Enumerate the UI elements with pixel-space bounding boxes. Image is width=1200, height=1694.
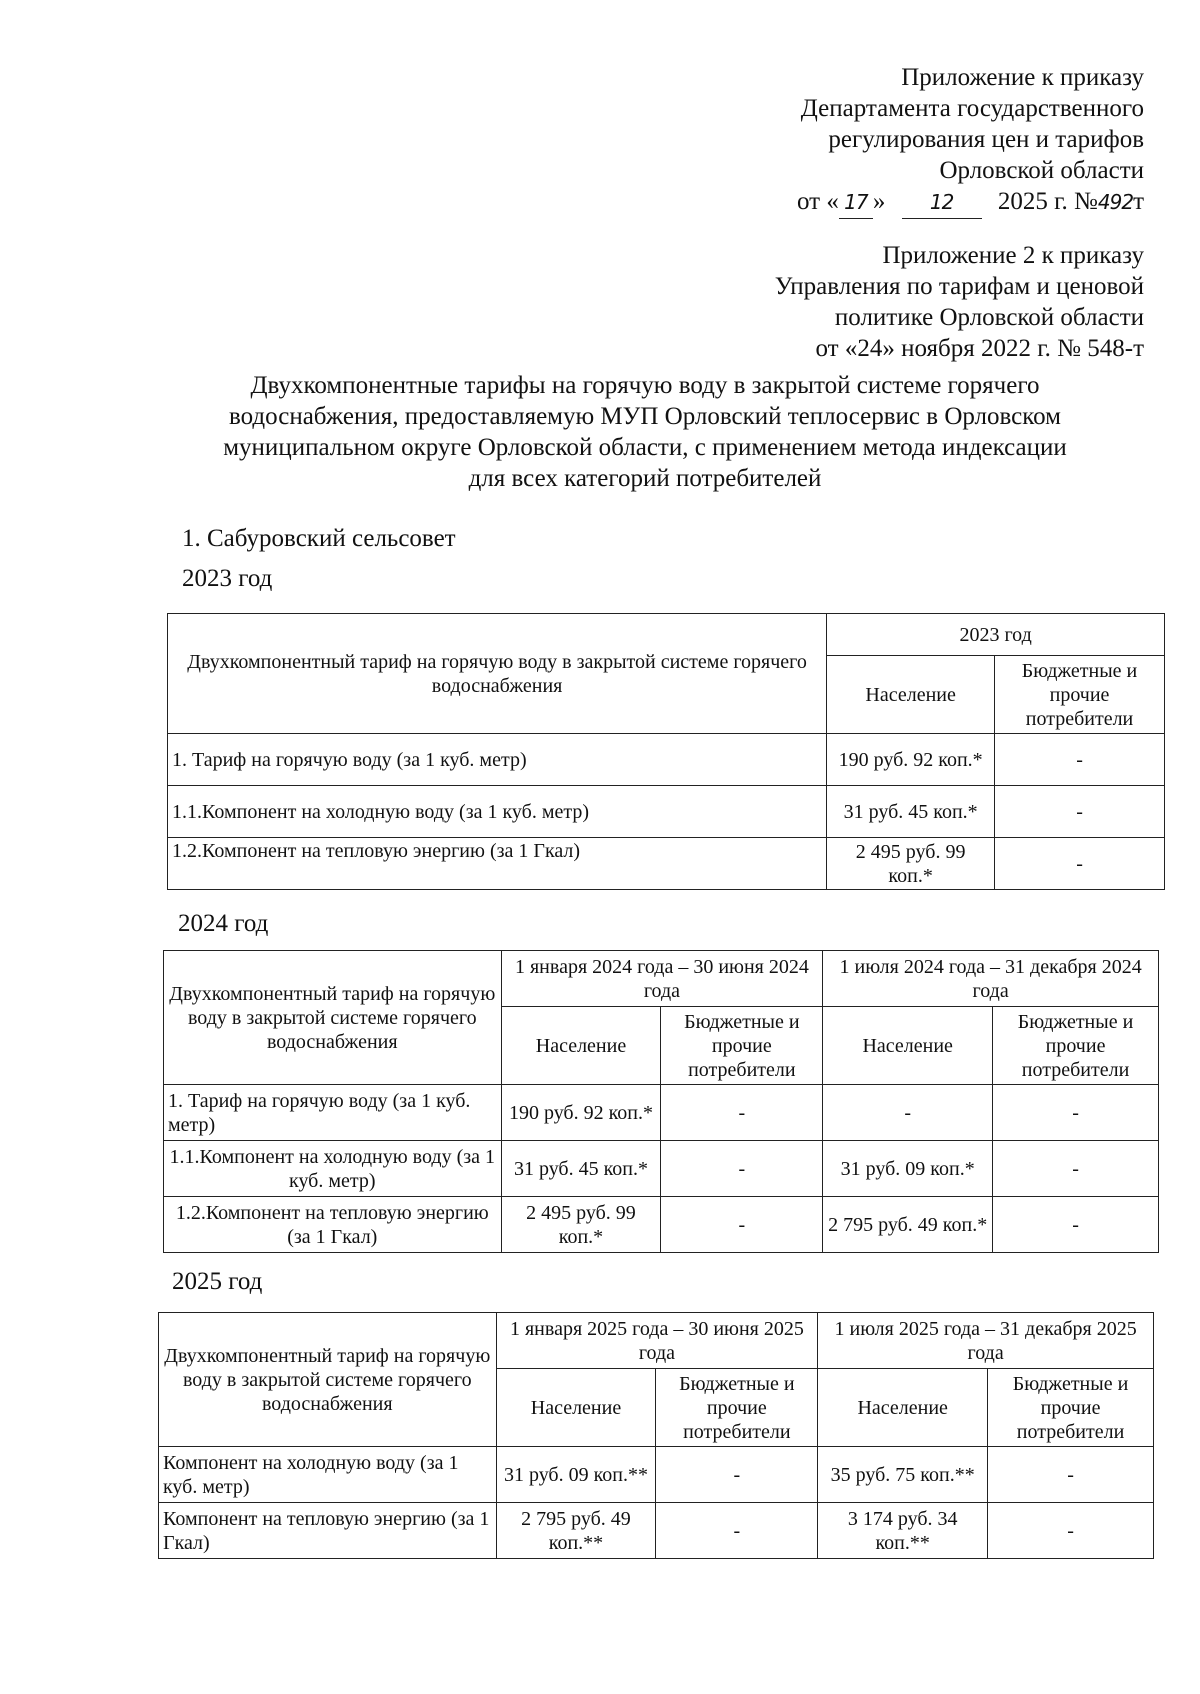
appendix-2-line: от «24» ноября 2022 г. № 548-т (815, 335, 1144, 362)
handwritten-day: 17 (839, 187, 873, 219)
table-row (159, 1447, 1154, 1503)
cell-p2-budget: - (988, 1503, 1154, 1559)
cell-p1-budget: - (661, 1141, 823, 1197)
header-period-2: 1 июля 2024 года – 31 декабря 2024 года (823, 951, 1159, 1007)
appendix-2-line: Приложение 2 к приказу (882, 242, 1144, 269)
table-row (164, 1197, 1159, 1253)
date-prefix: от « (796, 188, 839, 215)
table-row (168, 734, 1165, 786)
cell-budget: - (995, 734, 1165, 786)
row-name: 1. Тариф на горячую воду (за 1 куб. метр) (164, 1085, 502, 1141)
header-period: 2023 год (827, 614, 1165, 656)
table-row (168, 838, 1165, 890)
cell-p1-population: 31 руб. 45 коп.* (501, 1141, 661, 1197)
header-population: Население (496, 1369, 656, 1447)
cell-budget: - (995, 786, 1165, 838)
header-budget: Бюджетные и прочие потребители (993, 1007, 1159, 1085)
header-period-1: 1 января 2024 года – 30 июня 2024 года (501, 951, 823, 1007)
table-header-row (168, 614, 1165, 656)
header-budget: Бюджетные и прочие потребители (988, 1369, 1154, 1447)
header-population: Население (823, 1007, 993, 1085)
appendix-2-line: политике Орловской области (834, 304, 1144, 331)
row-name: 1.1.Компонент на холодную воду (за 1 куб. метр) (168, 786, 827, 838)
row-name: 1.1.Компонент на холодную воду (за 1 куб. метр) (164, 1141, 502, 1197)
cell-p1-budget: - (661, 1197, 823, 1253)
cell-p2-budget: - (993, 1085, 1159, 1141)
header-budget: Бюджетные и прочие потребители (656, 1369, 818, 1447)
header-tariff-name: Двухкомпонентный тариф на горячую воду в закрытой системе горячего водоснабжения (159, 1313, 497, 1447)
cell-population: 31 руб. 45 коп.* (827, 786, 995, 838)
cell-p2-budget: - (993, 1141, 1159, 1197)
cell-p1-population: 2 795 руб. 49 коп.** (496, 1503, 656, 1559)
appendix-1-date-line (797, 186, 1144, 219)
appendix-1-line: Департамента государственного (800, 95, 1144, 122)
header-budget: Бюджетные и прочие потребители (995, 656, 1165, 734)
cell-p1-budget: - (656, 1503, 818, 1559)
section-heading: 1. Сабуровский сельсовет (182, 525, 456, 552)
cell-p1-budget: - (656, 1447, 818, 1503)
header-tariff-name: Двухкомпонентный тариф на горячую воду в закрытой системе горячего водоснабжения (168, 614, 827, 734)
tariff-table-2024 (163, 950, 1159, 1253)
cell-p2-budget: - (988, 1447, 1154, 1503)
row-name: Компонент на тепловую энергию (за 1 Гкал) (159, 1503, 497, 1559)
cell-population: 2 495 руб. 99 коп.* (827, 838, 995, 890)
cell-p1-population: 2 495 руб. 99 коп.* (501, 1197, 661, 1253)
tariff-table-2025 (158, 1312, 1154, 1559)
cell-p1-budget: - (661, 1085, 823, 1141)
handwritten-number: 492 (1097, 190, 1134, 214)
title-line: водоснабжения, предоставляемую МУП Орловский теплосервис в Орловском (228, 403, 1062, 430)
appendix-1-line: Приложение к приказу (901, 64, 1144, 91)
header-budget: Бюджетные и прочие потребители (661, 1007, 823, 1085)
title-line: муниципальном округе Орловской области, с применением метода индексации (223, 434, 1067, 461)
header-tariff-name: Двухкомпонентный тариф на горячую воду в закрытой системе горячего водоснабжения (164, 951, 502, 1085)
title-line: для всех категорий потребителей (468, 465, 822, 492)
title-line: Двухкомпонентные тарифы на горячую воду в закрытой системе горячего (250, 372, 1040, 399)
handwritten-month: 12 (902, 187, 982, 219)
cell-population: 190 руб. 92 коп.* (827, 734, 995, 786)
number-suffix: т (1133, 188, 1144, 215)
cell-p1-population: 31 руб. 09 коп.** (496, 1447, 656, 1503)
appendix-2-line: Управления по тарифам и ценовой (774, 273, 1144, 300)
date-mid: » (872, 188, 886, 215)
year-2025-heading: 2025 год (172, 1268, 263, 1295)
table-row (164, 1141, 1159, 1197)
row-name: Компонент на холодную воду (за 1 куб. метр) (159, 1447, 497, 1503)
header-population: Население (827, 656, 995, 734)
tariff-table-2023 (167, 613, 1165, 890)
table-row (159, 1503, 1154, 1559)
table-header-row (164, 951, 1159, 1007)
year-2023-heading: 2023 год (182, 565, 273, 592)
appendix-1-header (797, 62, 1144, 219)
cell-p2-population: 2 795 руб. 49 коп.* (823, 1197, 993, 1253)
header-period-2: 1 июля 2025 года – 31 декабря 2025 года (818, 1313, 1154, 1369)
row-name: 1.2.Компонент на тепловую энергию (за 1 Гкал) (164, 1197, 502, 1253)
table-row (164, 1085, 1159, 1141)
cell-p2-population: 31 руб. 09 коп.* (823, 1141, 993, 1197)
year-2024-heading: 2024 год (178, 910, 269, 937)
cell-p2-population: - (823, 1085, 993, 1141)
header-population: Население (501, 1007, 661, 1085)
cell-budget: - (995, 838, 1165, 890)
document-title (170, 370, 1120, 494)
cell-p1-population: 190 руб. 92 коп.* (501, 1085, 661, 1141)
cell-p2-budget: - (993, 1197, 1159, 1253)
cell-p2-population: 3 174 руб. 34 коп.** (818, 1503, 988, 1559)
table-header-row (159, 1313, 1154, 1369)
row-name: 1. Тариф на горячую воду (за 1 куб. метр) (168, 734, 827, 786)
table-row (168, 786, 1165, 838)
appendix-1-line: Орловской области (939, 157, 1144, 184)
date-suffix: 2025 г. № (997, 188, 1098, 215)
header-period-1: 1 января 2025 года – 30 июня 2025 года (496, 1313, 818, 1369)
appendix-2-header (775, 240, 1144, 364)
appendix-1-line: регулирования цен и тарифов (828, 126, 1144, 153)
header-population: Население (818, 1369, 988, 1447)
cell-p2-population: 35 руб. 75 коп.** (818, 1447, 988, 1503)
row-name: 1.2.Компонент на тепловую энергию (за 1 Гкал) (168, 838, 827, 890)
